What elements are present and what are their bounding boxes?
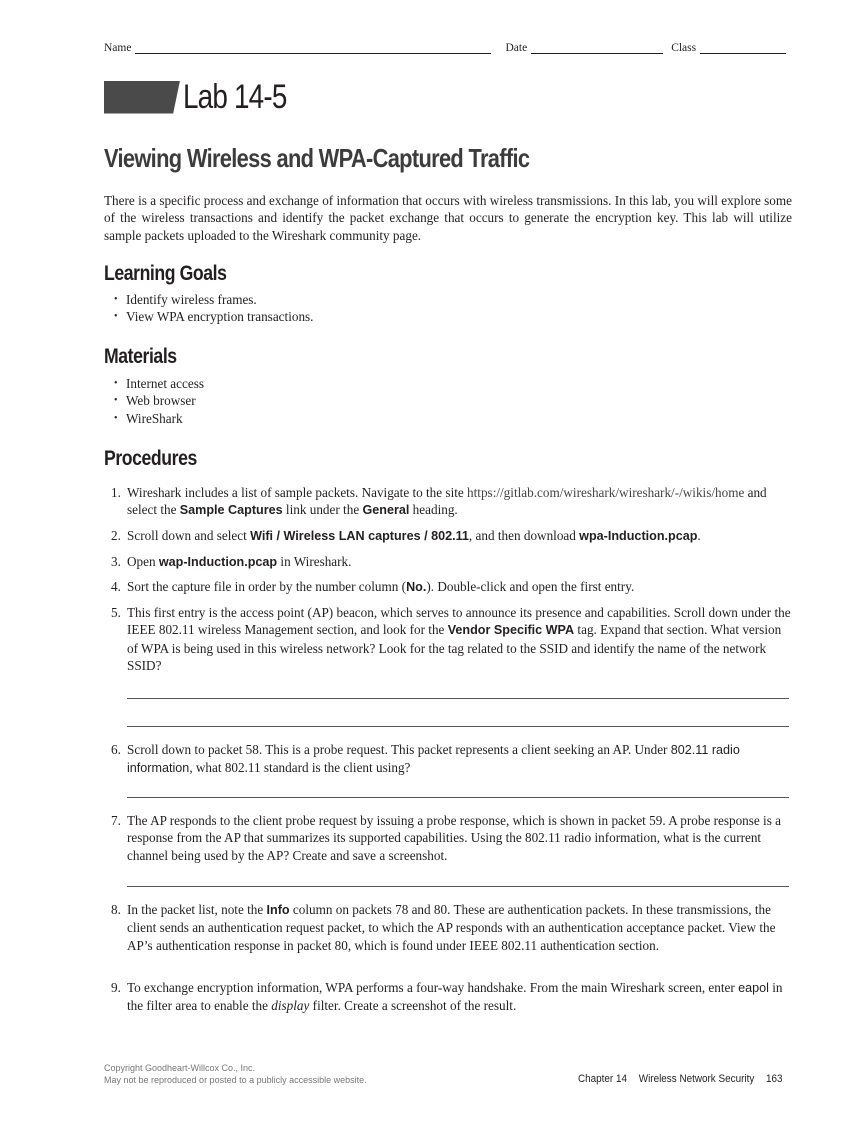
page-number: 163 <box>766 1073 783 1085</box>
step-text: in the filter area to enable the <box>127 980 783 1014</box>
page-title: Viewing Wireless and WPA-Captured Traffic <box>104 143 530 173</box>
step-text: column on packets 78 and 80. These are authentication packets. In these transmissions, the client sends an authentication request packet, to which the AP responds with an authentication acceptance packet. View the AP’s authentication response in packet 80, which is found under IEEE 802.11 authentication section. <box>127 902 776 953</box>
procedure-step-4 <box>111 578 793 596</box>
copyright-line: May not be reproduced or posted to a publicly accessible website. <box>104 1075 367 1085</box>
step-text: in Wireshark. <box>277 554 352 569</box>
step-text: Sort the capture file in order by the number column ( <box>127 579 407 594</box>
answer-line[interactable] <box>127 698 789 699</box>
step-number: 8. <box>111 902 121 917</box>
step-text: ). Double-click and open the first entry. <box>426 579 635 594</box>
info-column-term: Info <box>266 903 290 917</box>
lab-marker-block <box>104 81 180 114</box>
page-footer <box>578 1073 792 1085</box>
date-label: Date <box>505 42 528 54</box>
learning-goals-list <box>114 291 313 326</box>
procedure-step-1 <box>111 484 793 520</box>
step-text: Scroll down to packet 58. This is a probe request. This packet represents a client seeking an AP. Under <box>127 742 671 757</box>
procedure-step-7 <box>111 812 793 864</box>
procedure-step-6 <box>111 741 793 778</box>
step-text: Wireshark includes a list of sample packets. Navigate to the site <box>127 485 468 500</box>
procedure-step-3 <box>111 553 793 571</box>
student-info-line <box>104 42 788 54</box>
step-text: This first entry is the access point (AP) beacon, which serves to announce its presence and capabilities. Scroll down under the IEEE 802.11 wireless Management section, and look for the <box>127 605 791 638</box>
step-text: The AP responds to the client probe request by issuing a probe response, which is shown in packet 59. A probe response is a response from the AP that summarizes its supported capabilities. Using the 802.11 radio information, what is the current channel being used by the AP? Create and save a screenshot. <box>127 813 782 863</box>
copyright-line: Copyright Goodheart-Willcox Co., Inc. <box>104 1063 256 1073</box>
lab-number: Lab 14-5 <box>183 77 287 116</box>
step-text: link under the <box>282 502 363 518</box>
pcap-filename: wpa-Induction.pcap <box>579 529 698 543</box>
list-item: • Identify wireless frames. <box>114 291 313 308</box>
class-label: Class <box>671 42 697 54</box>
step-text: tag. Expand that section. What version of WPA is being used in this wireless network? Look for the tag related to the SSID and identify the name of the network SSID? <box>127 622 782 673</box>
step-number: 2. <box>111 528 121 543</box>
list-item: • WireShark <box>114 410 204 427</box>
pcap-filename: wap-Induction.pcap <box>158 555 278 569</box>
name-field[interactable] <box>135 43 491 54</box>
step-text: . <box>697 528 701 543</box>
class-field[interactable] <box>700 43 786 54</box>
step-number: 7. <box>111 813 121 828</box>
copyright-notice <box>104 1062 367 1086</box>
materials-list <box>114 375 204 427</box>
name-label: Name <box>104 42 132 54</box>
step-text: filter. Create a screenshot of the result. <box>309 998 517 1014</box>
step-text: and select the <box>127 485 767 518</box>
step-text: To exchange encryption information, WPA performs a four-way handshake. From the main Wireshark screen, enter <box>127 980 739 995</box>
procedures-heading: Procedures <box>104 447 197 470</box>
step-number: 3. <box>111 554 121 569</box>
radio-information-term: 802.11 radio information <box>127 743 740 776</box>
display-term: display <box>271 998 310 1014</box>
lab-label <box>104 76 309 118</box>
step-text: heading. <box>409 502 458 518</box>
intro-paragraph: There is a specific process and exchange of information that occurs with wireless transmissions. In this lab, you will explore some of the wireless transactions and identify the packet exchange that occurs to generate the encryption key. This lab will utilize sample packets uploaded to the Wireshark community page. <box>104 193 792 243</box>
procedure-step-8 <box>111 901 793 954</box>
chapter-label: Chapter 14 <box>578 1073 627 1085</box>
general-term: General <box>362 503 410 518</box>
sample-captures-term: Sample Captures <box>179 503 283 518</box>
list-item: • View WPA encryption transactions. <box>114 308 313 325</box>
wiki-url-link[interactable]: https://gitlab.com/wireshark/wireshark/-/wikis/home <box>467 485 745 500</box>
materials-heading: Materials <box>104 345 177 368</box>
step-text: , and then download <box>468 528 580 543</box>
step-number: 6. <box>111 742 121 757</box>
list-item: • Web browser <box>114 392 204 409</box>
answer-line[interactable] <box>127 726 789 727</box>
step-number: 9. <box>111 980 121 995</box>
wifi-captures-term: Wifi / Wireless LAN captures / 802.11 <box>250 529 469 543</box>
answer-line[interactable] <box>127 886 789 887</box>
answer-line[interactable] <box>127 797 789 798</box>
vendor-specific-wpa-term: Vendor Specific WPA <box>447 623 575 638</box>
step-number: 1. <box>111 485 121 500</box>
eapol-filter-term: eapol <box>738 981 769 995</box>
procedure-step-9 <box>111 979 793 1015</box>
step-text: , what 802.11 standard is the client using? <box>189 760 411 776</box>
step-number: 5. <box>111 605 121 620</box>
list-item: • Internet access <box>114 375 204 392</box>
date-field[interactable] <box>531 43 663 54</box>
learning-goals-heading: Learning Goals <box>104 262 227 285</box>
procedure-step-2 <box>111 527 793 545</box>
chapter-title: Wireless Network Security <box>638 1073 755 1085</box>
step-text: Open <box>127 554 159 569</box>
step-text: Scroll down and select <box>127 528 251 543</box>
procedure-step-5 <box>111 604 793 674</box>
step-number: 4. <box>111 579 121 594</box>
step-text: In the packet list, note the <box>127 902 267 917</box>
number-column-term: No. <box>406 580 427 594</box>
